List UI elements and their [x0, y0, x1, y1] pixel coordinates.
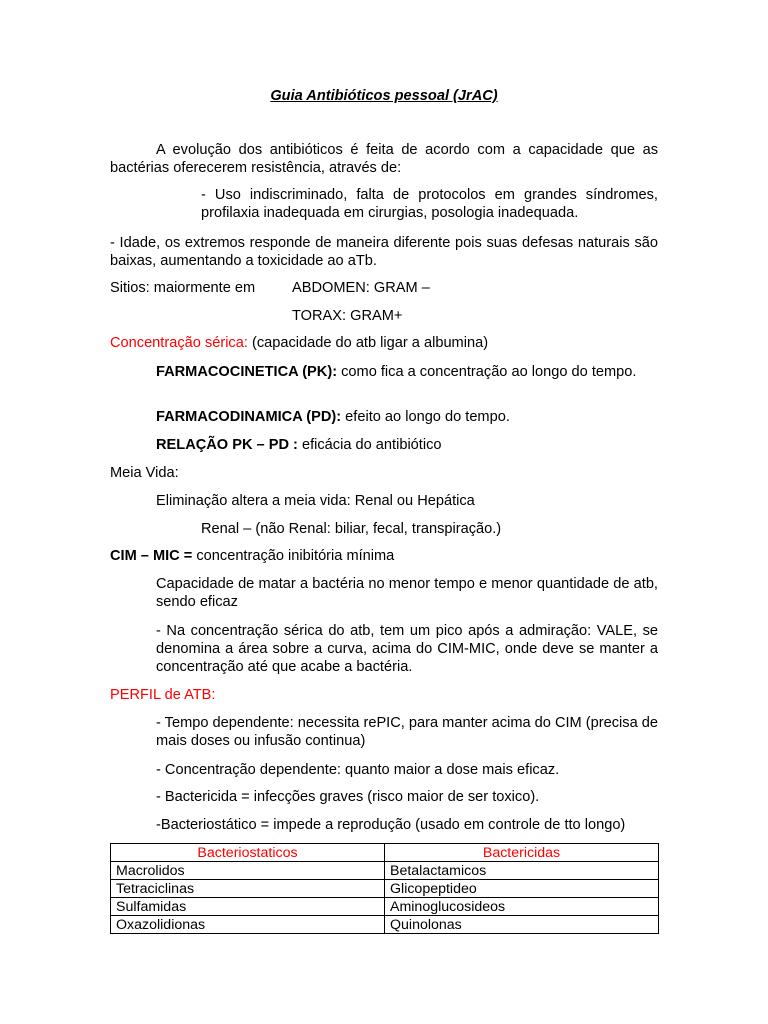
table-cell: Betalactamicos [385, 862, 659, 880]
cim-mic-text: concentração inibitória mínima [196, 548, 395, 564]
farmacodinamica-text: efeito ao longo do tempo. [345, 409, 510, 425]
table-row [111, 862, 659, 880]
concentracao-serica-line [110, 334, 488, 352]
perfil-tempo-dependente: - Tempo dependente: necessita rePIC, para manter acima do CIM (precisa de mais doses ou infusão continua) [156, 715, 658, 749]
farmacodinamica-label: FARMACODINAMICA (PD): [156, 409, 342, 425]
table-header-bacteriostaticos: Bacteriostaticos [111, 844, 385, 862]
intro-paragraph: A evolução dos antibióticos é feita de acordo com a capacidade que as bactérias oferecerem resistência, através de: [110, 142, 658, 176]
perfil-bacteriostatico: -Bacteriostático = impede a reprodução (usado em controle de tto longo) [156, 817, 626, 833]
table-cell: Tetraciclinas [111, 880, 385, 898]
concentracao-serica-text: (capacidade do atb ligar a albumina) [251, 335, 489, 351]
perfil-atb-label: PERFIL de ATB: [110, 687, 216, 703]
table-header-bactericidas: Bactericidas [385, 844, 659, 862]
item-idade: - Idade, os extremos responde de maneira diferente pois suas defesas naturais são baixas, aumentando a toxicidade ao aTb. [110, 235, 658, 269]
relacao-pk-pd-label: RELAÇÃO PK – PD : [156, 437, 298, 453]
table-cell: Glicopeptideo [385, 880, 659, 898]
item-uso-indiscriminado: - Uso indiscriminado, falta de protocolos em grandes síndromes, profilaxia inadequada em cirurgias, posologia inadequada. [201, 187, 658, 221]
cim-mic-line [110, 547, 394, 565]
table-row [111, 880, 659, 898]
table-header-row [111, 844, 659, 862]
cim-vale: - Na concentração sérica do atb, tem um pico após a admiração: VALE, se denomina a área sobre a curva, acima do CIM-MIC, onde deve se manter a concentração até que acabe a bactéria. [156, 623, 658, 675]
table-cell: Quinolonas [385, 916, 659, 934]
table-row [111, 916, 659, 934]
concentracao-serica-label: Concentração sérica: [110, 335, 248, 351]
table-cell: Sulfamidas [111, 898, 385, 916]
farmacocinetica-label: FARMACOCINETICA (PK): [156, 364, 338, 380]
cim-mic-label: CIM – MIC = [110, 548, 193, 564]
table-row [111, 898, 659, 916]
sitios-abdomen: ABDOMEN: GRAM – [292, 280, 430, 296]
antibiotic-class-table [110, 843, 659, 934]
relacao-pk-pd-line [156, 436, 442, 454]
farmacodinamica-line [156, 408, 510, 426]
document-title: Guia Antibióticos pessoal (JrAC) [270, 88, 498, 104]
meia-vida-eliminacao: Eliminação altera a meia vida: Renal ou Hepática [156, 493, 475, 509]
perfil-bactericida: - Bactericida = infecções graves (risco maior de ser toxico). [156, 789, 540, 805]
meia-vida-renal: Renal – (não Renal: biliar, fecal, transpiração.) [201, 521, 502, 537]
farmacocinetica-line [110, 363, 658, 381]
sitios-label: Sitios: maiormente em [110, 280, 256, 296]
table-cell: Aminoglucosideos [385, 898, 659, 916]
table-cell: Macrolidos [111, 862, 385, 880]
table-cell: Oxazolidionas [111, 916, 385, 934]
sitios-torax: TORAX: GRAM+ [292, 308, 403, 324]
perfil-concentracao-dependente: - Concentração dependente: quanto maior a dose mais eficaz. [156, 762, 560, 778]
farmacocinetica-text: como fica a concentração ao longo do tempo. [341, 364, 637, 380]
cim-capacidade: Capacidade de matar a bactéria no menor tempo e menor quantidade de atb, sendo eficaz [156, 576, 658, 610]
meia-vida-label: Meia Vida: [110, 465, 179, 481]
relacao-pk-pd-text: eficácia do antibiótico [301, 437, 442, 453]
